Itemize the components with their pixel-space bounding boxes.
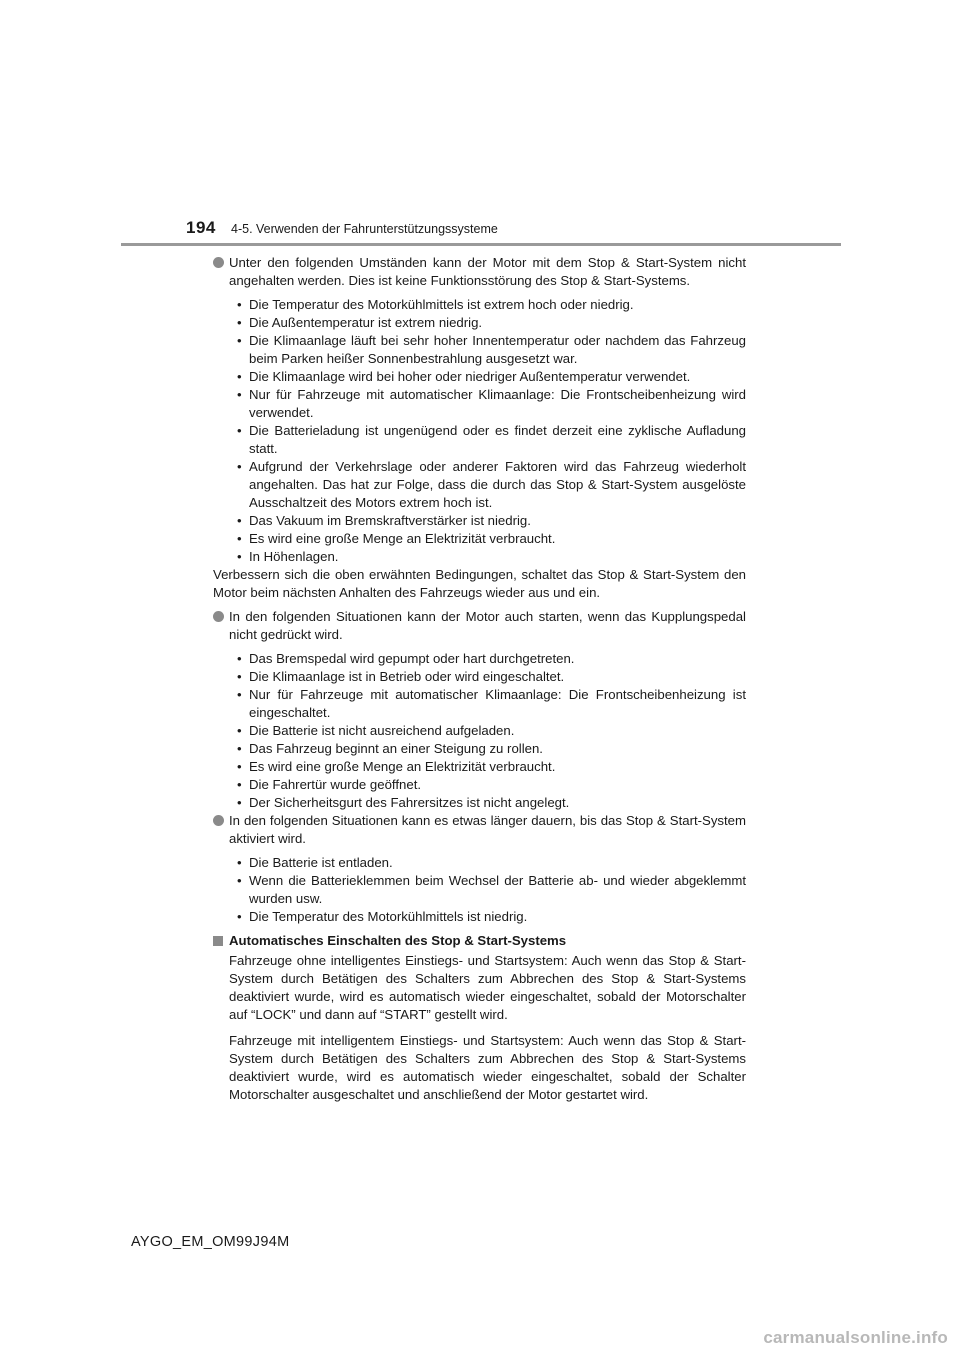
square-bullet-icon (213, 936, 223, 946)
delayed-conditions-list (213, 854, 746, 926)
watermark-logo: carmanualsonline.info (763, 1328, 948, 1347)
main-content (213, 254, 746, 1112)
paragraph-without-smart-entry: Fahrzeuge ohne intelligentes Einstiegs- und Startsystem: Auch wenn das Stop & Start-System durch Betätigen des Schalters zum Abbrechen des Stop & Start-Systems deaktiviert wurde, wird es automatisch wieder eingeschaltet, sobald der Motorschalter auf “LOCK” und dann auf “START” gestellt wird. (229, 953, 746, 1022)
list-item: • Das Bremspedal wird gepumpt oder hart durchgetreten. (237, 650, 746, 668)
heading-text: Automatisches Einschalten des Stop & Start-Systems (229, 933, 567, 948)
list-item: • Der Sicherheitsgurt des Fahrersitzes ist nicht angelegt. (237, 794, 746, 812)
condition-block-auto-start (213, 608, 746, 644)
list-item: • Das Fahrzeug beginnt an einer Steigung zu rollen. (237, 740, 746, 758)
circle-bullet-icon (213, 815, 224, 826)
list-item: • Es wird eine große Menge an Elektrizität verbraucht. (237, 530, 746, 548)
document-code: AYGO_EM_OM99J94M (131, 1234, 290, 1250)
auto-start-conditions-list (213, 650, 746, 812)
list-item: • Nur für Fahrzeuge mit automatischer Klimaanlage: Die Frontscheibenheizung wird verwendet. (237, 386, 746, 422)
section-heading (213, 932, 746, 950)
list-item: • Nur für Fahrzeuge mit automatischer Klimaanlage: Die Frontscheibenheizung ist eingeschaltet. (237, 686, 746, 722)
circle-bullet-icon (213, 257, 224, 268)
block-intro: Unter den folgenden Umständen kann der Motor mit dem Stop & Start-System nicht angehalten werden. Dies ist keine Funktionsstörung des Stop & Start-Systems. (229, 255, 746, 288)
list-item: • Die Klimaanlage ist in Betrieb oder wird eingeschaltet. (237, 668, 746, 686)
list-item: • Es wird eine große Menge an Elektrizität verbraucht. (237, 758, 746, 776)
list-item: • Die Klimaanlage läuft bei sehr hoher Innentemperatur oder nachdem das Fahrzeug beim Parken heißer Sonnenbestrahlung ausgesetzt war. (237, 332, 746, 368)
block-tail-text: Verbessern sich die oben erwähnten Bedingungen, schaltet das Stop & Start-System den Motor beim nächsten Anhalten des Fahrzeugs wieder aus und ein. (213, 567, 746, 600)
list-item: • Die Batterie ist nicht ausreichend aufgeladen. (237, 722, 746, 740)
list-item: • Die Fahrertür wurde geöffnet. (237, 776, 746, 794)
list-item: • Die Temperatur des Motorkühlmittels ist niedrig. (237, 908, 746, 926)
list-item: • Die Außentemperatur ist extrem niedrig. (237, 314, 746, 332)
list-item: • Die Batterieladung ist ungenügend oder es findet derzeit eine zyklische Aufladung statt. (237, 422, 746, 458)
block-intro: In den folgenden Situationen kann es etwas länger dauern, bis das Stop & Start-System aktiviert wird. (229, 813, 746, 846)
list-item: • Die Batterie ist entladen. (237, 854, 746, 872)
list-item: • Aufgrund der Verkehrslage oder anderer Faktoren wird das Fahrzeug wiederholt angehalten. Das hat zur Folge, dass die durch das Stop & Start-System ausgelöste Ausschaltzeit des Motors extrem hoch ist. (237, 458, 746, 512)
section-title: 4-5. Verwenden der Fahrunterstützungssysteme (231, 222, 498, 236)
header-rule (121, 243, 841, 246)
circle-bullet-icon (213, 611, 224, 622)
page-number: 194 (186, 218, 216, 237)
list-item: • Die Klimaanlage wird bei hoher oder niedriger Außentemperatur verwendet. (237, 368, 746, 386)
list-item: • Die Temperatur des Motorkühlmittels ist extrem hoch oder niedrig. (237, 296, 746, 314)
list-item: • Das Vakuum im Bremskraftverstärker ist niedrig. (237, 512, 746, 530)
list-item: • In Höhenlagen. (237, 548, 746, 566)
block-intro: In den folgenden Situationen kann der Motor auch starten, wenn das Kupplungspedal nicht gedrückt wird. (229, 609, 746, 642)
condition-block-delayed (213, 812, 746, 848)
condition-block-no-stop (213, 254, 746, 290)
list-item: • Wenn die Batterieklemmen beim Wechsel der Batterie ab- und wieder abgeklemmt wurden usw. (237, 872, 746, 908)
no-stop-conditions-list (213, 296, 746, 566)
paragraph-with-smart-entry: Fahrzeuge mit intelligentem Einstiegs- und Startsystem: Auch wenn das Stop & Start-System durch Betätigen des Schalters zum Abbrechen des Stop & Start-Systems deaktiviert wurde, wird es automatisch wieder eingeschaltet, sobald der Schalter Motorschalter ausgeschaltet und anschließend der Motor gestartet wird. (229, 1033, 746, 1102)
